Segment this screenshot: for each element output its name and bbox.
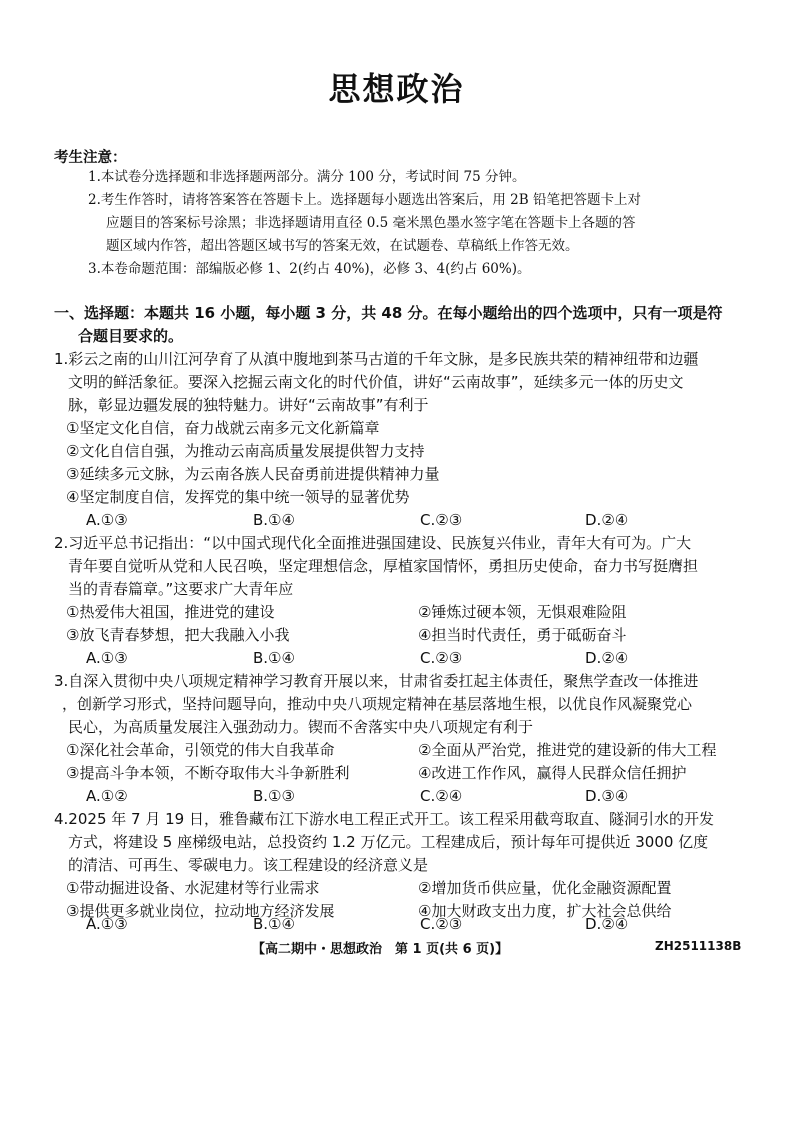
- question-3-option: ②全面从严治党，推进党的建设新的伟大工程: [418, 741, 717, 759]
- question-1-stem: 脉，彰显边疆发展的独特魅力。讲好“云南故事”有利于: [68, 396, 429, 414]
- question-1-stem: 1.彩云之南的山川江河孕育了从滇中腹地到茶马古道的千年文脉，是多民族共荣的精神纽带和边疆: [54, 350, 699, 368]
- notice-heading: 考生注意：: [54, 149, 127, 166]
- question-4-option: ④加大财政支出力度，扩大社会总供给: [418, 902, 672, 920]
- question-2-answer-b: B.①④: [253, 649, 295, 667]
- question-4-stem: 的清洁、可再生、零碳电力。该工程建设的经济意义是: [68, 856, 429, 874]
- question-2-answer-c: C.②③: [420, 649, 463, 667]
- question-2-option: ②锤炼过硬本领，无惧艰难险阻: [418, 603, 627, 621]
- question-1-option: ①坚定文化自信，奋力战就云南多元文化新篇章: [66, 419, 380, 437]
- notice-item: 3.本卷命题范围：部编版必修 1、2(约占 40%)，必修 3、4(约占 60%)。: [88, 261, 531, 277]
- notice-item: 应题目的答案标号涂黑；非选择题请用直径 0.5 毫米黑色墨水签字笔在答题卡上各题的答: [106, 215, 636, 231]
- question-1-option: ④坚定制度自信，发挥党的集中统一领导的显著优势: [66, 488, 410, 506]
- question-2-stem: 2.习近平总书记指出：“以中国式现代化全面推进强国建设、民族复兴伟业，青年大有可为。广大: [54, 534, 692, 552]
- section-heading-cont: 合题目要求的。: [78, 327, 184, 345]
- section-heading: 一、选择题：本题共 16 小题，每小题 3 分，共 48 分。在每小题给出的四个选项中，只有一项是符: [54, 304, 723, 322]
- question-4-stem: 4.2025 年 7 月 19 日，雅鲁藏布江下游水电工程正式开工。该工程采用截弯取直、隧洞引水的开发: [54, 810, 714, 828]
- question-1-answer-d: D.②④: [585, 511, 629, 529]
- question-3-stem: 3.自深入贯彻中央八项规定精神学习教育开展以来，甘肃省委扛起主体责任，聚焦学查改一体推进: [54, 672, 699, 690]
- notice-item: 题区域内作答，超出答题区域书写的答案无效，在试题卷、草稿纸上作答无效。: [106, 238, 579, 254]
- question-4-option: ②增加货币供应量，优化金融资源配置: [418, 879, 672, 897]
- question-1-answer-c: C.②③: [420, 511, 463, 529]
- question-4-answer-b: B.①④: [253, 915, 295, 933]
- question-2-stem: 青年要自觉听从党和人民召唤，坚定理想信念，厚植家国情怀，勇担历史使命，奋力书写挺膺担: [68, 557, 699, 575]
- question-4-option: ③提供更多就业岗位，拉动地方经济发展: [66, 902, 335, 920]
- notice-item: 2.考生作答时，请将答案答在答题卡上。选择题每小题选出答案后，用 2B 铅笔把答题卡上对: [88, 192, 641, 208]
- question-4-answer-d: D.②④: [585, 915, 629, 933]
- question-1-option: ③延续多元文脉，为云南各族人民奋勇前进提供精神力量: [66, 465, 440, 483]
- question-3-option: ③提高斗争本领，不断夺取伟大斗争新胜利: [66, 764, 350, 782]
- footer-page-info: 【高二期中・思想政治 第 1 页(共 6 页)】: [252, 942, 509, 957]
- question-3-stem: ，创新学习形式，坚持问题导向，推动中央八项规定精神在基层落地生根，以优良作风凝聚党心: [62, 695, 693, 713]
- question-1-option: ②文化自信自强，为推动云南高质量发展提供智力支持: [66, 442, 425, 460]
- question-3-answer-b: B.①③: [253, 787, 295, 805]
- question-2-answer-a: A.①③: [86, 649, 128, 667]
- question-2-option: ④担当时代责任，勇于砥砺奋斗: [418, 626, 627, 644]
- question-2-option: ③放飞青春梦想，把大我融入小我: [66, 626, 290, 644]
- question-2-stem: 当的青春篇章。”这要求广大青年应: [68, 580, 294, 598]
- question-2-option: ①热爱伟大祖国，推进党的建设: [66, 603, 275, 621]
- question-3-answer-c: C.②④: [420, 787, 463, 805]
- question-3-option: ④改进工作作风，赢得人民群众信任拥护: [418, 764, 687, 782]
- footer-code: ZH2511138B: [655, 939, 742, 953]
- question-1-answer-a: A.①③: [86, 511, 128, 529]
- question-1-stem: 文明的鲜活象征。要深入挖掘云南文化的时代价值，讲好“云南故事”，延续多元一体的历史文: [68, 373, 684, 391]
- question-4-answer-c: C.②③: [420, 915, 463, 933]
- question-3-stem: 民心，为高质量发展注入强劲动力。锲而不舍落实中央八项规定有利于: [68, 718, 534, 736]
- question-3-answer-a: A.①②: [86, 787, 128, 805]
- question-3-answer-d: D.③④: [585, 787, 629, 805]
- question-1-answer-b: B.①④: [253, 511, 295, 529]
- question-2-answer-d: D.②④: [585, 649, 629, 667]
- notice-item: 1.本试卷分选择题和非选择题两部分。满分 100 分，考试时间 75 分钟。: [88, 169, 526, 185]
- question-4-answer-a: A.①③: [86, 915, 128, 933]
- page-title: 思想政治: [328, 70, 465, 108]
- question-4-stem: 方式，将建设 5 座梯级电站，总投资约 1.2 万亿元。工程建成后，预计每年可提供近 3000 亿度: [68, 833, 709, 851]
- question-3-option: ①深化社会革命，引领党的伟大自我革命: [66, 741, 335, 759]
- question-4-option: ①带动掘进设备、水泥建材等行业需求: [66, 879, 320, 897]
